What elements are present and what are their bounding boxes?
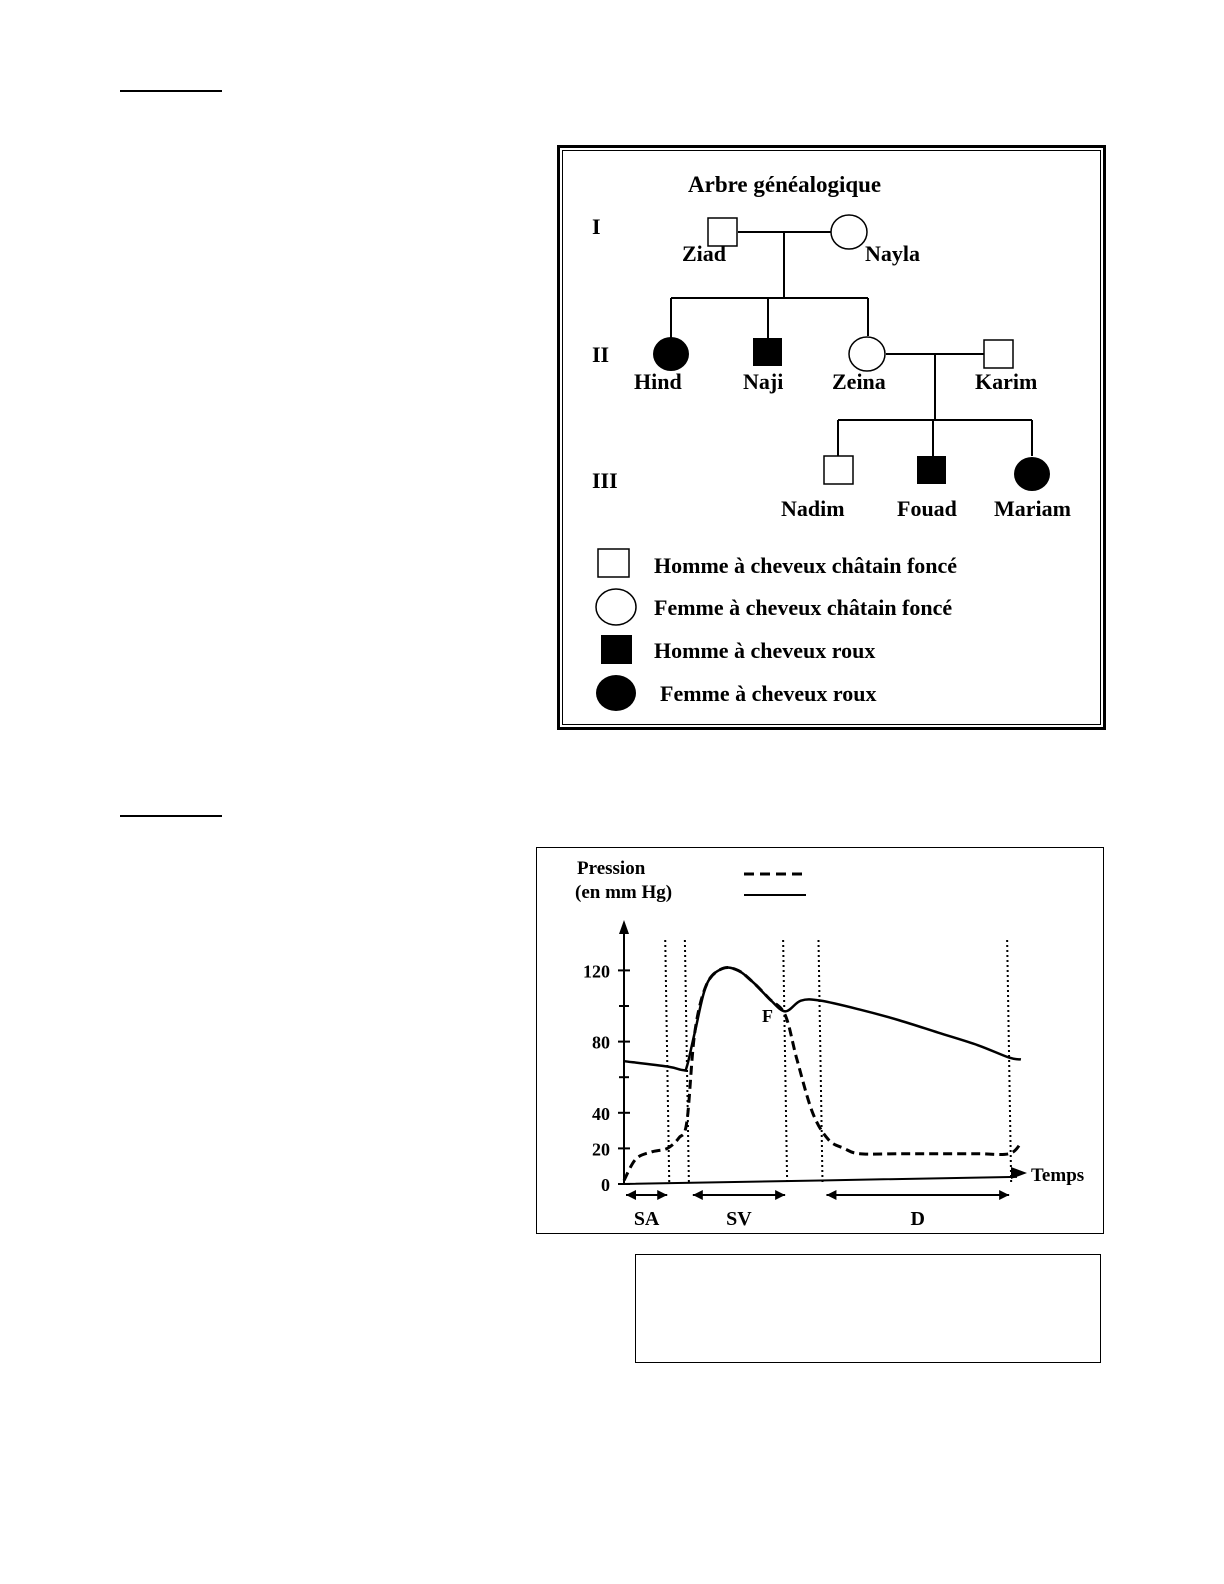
legend-male-roux-label: Homme à cheveux roux [654, 638, 876, 663]
pedigree-canvas [560, 148, 1109, 733]
legend-female-chatain-label: Femme à cheveux châtain foncé [654, 595, 953, 620]
legend-male-chatain-symbol [598, 549, 629, 577]
pressure-chart [536, 847, 1104, 1234]
nayla-symbol [831, 215, 867, 249]
answer-box [635, 1254, 1101, 1363]
generation-label-2: II [592, 342, 610, 367]
legend-female-chatain-symbol [596, 589, 636, 625]
phase-boundary-line [819, 940, 823, 1182]
nadim-symbol [824, 456, 853, 484]
legend-female-roux-symbol [596, 675, 636, 711]
name-fouad: Fouad [897, 496, 957, 521]
phase-markers [626, 1190, 1009, 1230]
phase-label-sv: SV [726, 1208, 752, 1230]
pedigree-lines [671, 232, 1032, 456]
mariam-symbol [1014, 457, 1050, 491]
series-line-baseline [624, 1177, 1017, 1184]
y-tick-label: 40 [592, 1103, 610, 1124]
name-zeina: Zeina [832, 369, 886, 394]
point-f-annotation: F [762, 1006, 773, 1026]
zeina-symbol [849, 337, 885, 371]
phase-boundary-line [665, 940, 669, 1182]
phase-arrowhead-right [657, 1190, 667, 1200]
y-tick-label: 80 [592, 1032, 610, 1053]
fouad-symbol [917, 456, 946, 484]
y-tick-label: 120 [583, 961, 610, 982]
phase-arrowhead-right [775, 1190, 785, 1200]
y-axis-label-line1: Pression [577, 858, 646, 879]
phase-arrowhead-right [999, 1190, 1009, 1200]
series-line-solid [624, 967, 1021, 1070]
name-nayla: Nayla [865, 241, 920, 266]
name-naji: Naji [743, 369, 784, 394]
name-hind: Hind [634, 369, 682, 394]
ziad-symbol [708, 218, 737, 246]
y-tick-label: 0 [601, 1175, 610, 1195]
pedigree-figure [557, 145, 1106, 730]
legend-male-chatain-label: Homme à cheveux châtain foncé [654, 553, 958, 578]
generation-label-3: III [592, 468, 618, 493]
phase-boundary-line [783, 940, 787, 1182]
pedigree-title: Arbre généalogique [688, 172, 882, 197]
karim-symbol [984, 340, 1013, 368]
chart-canvas [537, 848, 1105, 1235]
series-line-dashed [624, 967, 1021, 1180]
phase-arrowhead-left [826, 1190, 836, 1200]
section-heading-underline-2 [120, 815, 222, 817]
legend-female-roux-label: Femme à cheveux roux [660, 681, 877, 706]
y-axis-ticks [583, 961, 630, 1195]
y-axis-label-line2: (en mm Hg) [575, 882, 673, 903]
name-nadim: Nadim [781, 496, 845, 521]
phase-label-d: D [910, 1208, 926, 1230]
phase-boundary-line [1007, 940, 1011, 1182]
phase-label-sa: SA [633, 1208, 660, 1230]
section-heading-underline-1 [120, 90, 222, 92]
legend-male-roux-symbol [601, 635, 632, 664]
name-mariam: Mariam [994, 496, 1071, 521]
phase-arrowhead-left [626, 1190, 636, 1200]
y-tick-label: 20 [592, 1139, 610, 1160]
phase-arrowhead-left [693, 1190, 703, 1200]
naji-symbol [753, 338, 782, 366]
name-karim: Karim [975, 369, 1038, 394]
hind-symbol [653, 337, 689, 371]
name-ziad: Ziad [682, 241, 727, 266]
generation-label-1: I [592, 214, 601, 239]
x-axis-label: Temps [1031, 1165, 1085, 1186]
y-axis-arrowhead [619, 920, 629, 934]
